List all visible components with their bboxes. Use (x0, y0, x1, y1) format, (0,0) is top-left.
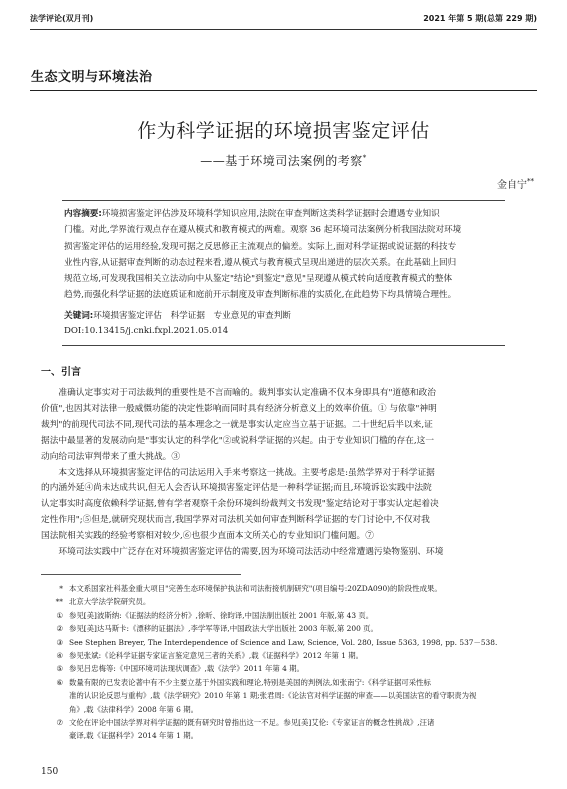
footnote: ① 参见[美]波斯纳:《证据法的经济分析》,徐昕、徐昀译,中国法制出版社 2001 年版,第 43 页。 (56, 610, 374, 620)
issue-info: 2021 年第 5 期(总第 229 期) (423, 13, 537, 23)
footnote: ⑥ 数量有限的已发表论著中有不少主要立基于外国实践和理论,特别是美国的判例法,如张南宁:《科学证据可采性标 (56, 677, 431, 687)
body-line: 本文选择从环境损害鉴定评估的司法运用入手来考察这一挑战。主要考虑是:虽然学界对于科学证据 (41, 467, 435, 478)
footnote-continuation: 角》,载《法律科学》2008 年第 6 期。 (69, 704, 198, 714)
abstract-line: 内容摘要:环境损害鉴定评估涉及环境科学知识应用,法院在审查判断这类科学证据时会遭遇专业知识 (64, 209, 440, 219)
abstract-line: 规范立场,可发现我国相关立法动向中从鉴定"结论"到鉴定"意见"呈现遵从模式转向适度教育模式的整体 (64, 274, 453, 285)
body-line: 价值",也因其对法律一般威慑功能的决定性影响而同时具有经济分析意义上的效率价值。① 与依靠"神明 (41, 403, 437, 414)
author (497, 176, 534, 191)
abstract-line: 业性内容,从证据审查判断的动态过程来看,遵从模式与教育模式呈现出递进的层次关系。在此基础上回归 (64, 257, 457, 268)
header-rule (30, 29, 537, 30)
keywords (64, 309, 503, 321)
body-line: 的内涵外延④尚未达成共识,但无人会否认环境损害鉴定评估是一种科学证据;而且,环境诉讼实践中法院 (41, 483, 432, 494)
article-subtitle (30, 152, 537, 169)
abstract-line: 趋势,而强化科学证据的法庭质证和庭前开示制度及审查判断标准的实质化,在此趋势下均具情境合理性。 (64, 290, 457, 301)
doi: DOI:10.13415/j.cnki.fxpl.2021.05.014 (64, 326, 229, 336)
running-header (30, 10, 537, 26)
section-heading: 一、引言 (41, 367, 81, 378)
footnote: ③ See Stephen Breyer, The Interdependence of Science and Law, Science, Vol. 280, Issue 5363, 1998, pp. 537－538. (56, 637, 498, 647)
abstract-label: 内容摘要: (64, 209, 102, 219)
article-title: 作为科学证据的环境损害鉴定评估 (137, 120, 430, 142)
keywords-label: 关键词: (64, 311, 94, 321)
footnote: ⑤ 参见吕忠梅等:《中国环境司法现状调查》,载《法学》2011 年第 4 期。 (56, 664, 304, 674)
body-line: 定性作用";⑤但是,就研究现状而言,我国学界对司法机关如何审查判断科学证据的专门讨论中,不仅对我 (41, 515, 430, 526)
abstract-rule-bottom (62, 345, 505, 346)
footnote: ** 北京大学法学院研究员。 (55, 597, 151, 607)
footnote: ⑦ 文伦在评论中国法学界对科学证据的既有研究时曾指出这一不足。参见[美]艾伦:《专家证言的概念性挑战》,汪诸 (56, 718, 435, 728)
footnote: * 本文系国家社科基金重大项目"完善生态环境保护执法和司法衔接机制研究"(项目编号:20ZDA090)的阶段性成果。 (59, 584, 442, 593)
body-line: 认定事实时高度依赖科学证据,曾有学者观察千余份环境纠纷裁判文书发现"鉴定结论对于事实认定起着决 (41, 499, 439, 510)
section-rule (30, 90, 537, 91)
body-line: 准确认定事实对于司法裁判的重要性是不言而喻的。裁判事实认定准确不仅本身即具有"道德和政治 (41, 388, 436, 398)
footnote-continuation: 准的认识论反思与重构》,载《法学研究》2010 年第 1 期;张君周:《论法官对科学证据的审查——以美国法官的看守职责为视 (69, 691, 477, 701)
page-number: 150 (41, 767, 59, 777)
author-footnote-mark: ** (527, 177, 534, 186)
body-line: 据法中最显著的发展动向是"事实认定的科学化"②或说科学证据的兴起。由于专业知识门槛的存在,这一 (41, 435, 435, 446)
body-line: 裁判"的前现代司法不同,现代司法的基本理念之一就是事实认定应当立基于证据。二十世纪后半以来,证 (41, 419, 433, 430)
abstract-line: 损害鉴定评估的运用经验,发现可据之反思修正主流观点的偏差。实际上,面对科学证据或说证据的科技专 (64, 241, 457, 252)
subtitle-text: ——基于环境司法案例的考察 (200, 154, 363, 168)
abstract-line: 门槛。对此,学界流行观点存在遵从模式和教育模式的两难。观察 36 起环境司法案例分析我国法院对环境 (64, 225, 462, 236)
footnote: ② 参见[美]达马斯卡:《漂移的证据法》,李学军等译,中国政法大学出版社 2003 年版,第 200 页。 (56, 624, 378, 634)
subtitle-footnote-mark: * (362, 154, 367, 162)
body-text (41, 386, 527, 561)
body-line: 国法院相关实践的经验考察相对较少,⑥也很少直面本文所关心的专业知识门槛问题。⑦ (41, 531, 374, 542)
keywords-text: 环境损害鉴定评估 科学证据 专业意见的审查判断 (93, 311, 291, 321)
author-name: 金自宁 (497, 180, 527, 191)
abstract-rule-top (62, 200, 505, 201)
footnote: ④ 参见张斌:《论科学证据专家证言鉴定意见三者的关系》,载《证据科学》2012 年第 1 期。 (56, 651, 364, 661)
footnotes (41, 582, 527, 743)
body-line: 环境司法实践中广泛存在对环境损害鉴定评估的需要,因为环境司法活动中经常遭遇污染物鉴别、环境 (41, 547, 444, 558)
section-tag: 生态文明与环境法治 (31, 70, 153, 85)
footnote-rule (41, 574, 241, 575)
abstract (64, 206, 503, 304)
body-line: 动向给司法审判带来了重大挑战。③ (41, 451, 180, 462)
footnote-continuation: 豪译,载《证据科学》2014 年第 1 期。 (69, 731, 198, 741)
journal-name: 法学评论(双月刊) (30, 13, 94, 23)
